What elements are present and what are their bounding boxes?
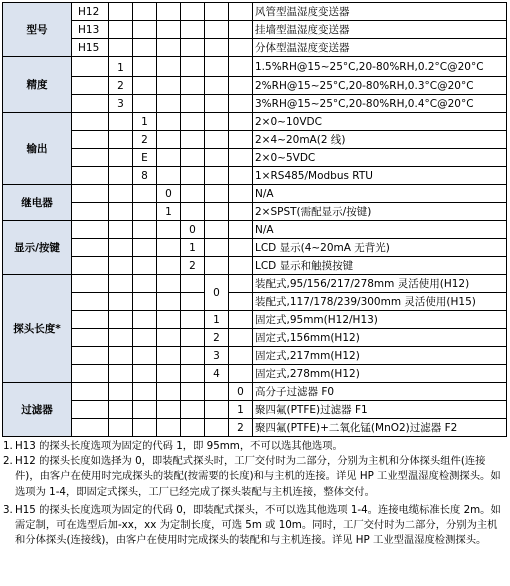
note-item [3, 503, 507, 549]
code-cell: 2 [181, 257, 205, 275]
desc-cell: 高分子过滤器 F0 [253, 383, 507, 401]
desc-cell: 2×0~5VDC [253, 149, 507, 167]
table-row [3, 329, 507, 347]
desc-cell: 固定式,95mm(H12/H13) [253, 311, 507, 329]
table-row [3, 77, 507, 95]
table-row [3, 311, 507, 329]
table-row [3, 401, 507, 419]
code-cell: 2 [205, 329, 229, 347]
desc-cell: 固定式,278mm(H12) [253, 365, 507, 383]
note-item [3, 439, 507, 454]
desc-cell: 2×SPST(需配显示/按键) [253, 203, 507, 221]
table-row [3, 419, 507, 437]
section-label: 输出 [3, 113, 72, 185]
table-row [3, 3, 507, 21]
desc-cell: 风管型温湿度变送器 [253, 3, 507, 21]
note-number: 3. [3, 503, 13, 516]
desc-cell: 1.5%RH@15~25°C,20-80%RH,0.2°C@20°C [253, 57, 507, 77]
code-cell: H12 [72, 3, 109, 21]
section-label: 探头长度* [3, 275, 72, 383]
desc-cell: 分体型温湿度变送器 [253, 39, 507, 57]
code-cell: 1 [157, 203, 181, 221]
table-row [3, 21, 507, 39]
desc-cell: 聚四氟(PTFE)+二氧化锰(MnO2)过滤器 F2 [253, 419, 507, 437]
desc-cell: 挂墙型温湿度变送器 [253, 21, 507, 39]
notes-list [3, 439, 507, 548]
note-item [3, 454, 507, 500]
desc-cell: 装配式,117/178/239/300mm 灵活使用(H15) [253, 293, 507, 311]
table-row [3, 221, 507, 239]
section-label: 精度 [3, 57, 72, 113]
code-cell: 1 [133, 113, 157, 131]
desc-cell: N/A [253, 221, 507, 239]
table-row [3, 203, 507, 221]
code-cell: 1 [205, 311, 229, 329]
desc-cell: 固定式,156mm(H12) [253, 329, 507, 347]
desc-cell: LCD 显示和触摸按键 [253, 257, 507, 275]
note-text: H13 的探头长度选项为固定的代码 1，即 95mm，不可以选其他选项。 [15, 440, 343, 452]
code-cell: 3 [109, 95, 133, 113]
section-label: 继电器 [3, 185, 72, 221]
desc-cell: 2%RH@15~25°C,20-80%RH,0.3°C@20°C [253, 77, 507, 95]
note-text: H15 的探头长度选项为固定的代码 0，即装配式探头，不可以选其他选项 1-4。连接电缆标准长度 2m。如需定制，可在选型后加-xx，xx 为定制长度，可选 5m 或 10m。同时，工厂交付时为二部分，分别为主机和分体探头(连接线)，由客户在使用时完成探头的装配和与主机连接。详见 HP 工业型温湿度检测探头。 [15, 503, 501, 547]
code-cell: 4 [205, 365, 229, 383]
table-row [3, 149, 507, 167]
table-row [3, 95, 507, 113]
code-cell: 8 [133, 167, 157, 185]
code-cell: 0 [157, 185, 181, 203]
desc-cell: 2×4~20mA(2 线) [253, 131, 507, 149]
table-row [3, 167, 507, 185]
table-row [3, 57, 507, 77]
table-row [3, 257, 507, 275]
table-row [3, 131, 507, 149]
desc-cell: 固定式,217mm(H12) [253, 347, 507, 365]
desc-cell: N/A [253, 185, 507, 203]
table-row [3, 275, 507, 293]
table-row [3, 113, 507, 131]
spec-table-wrapper [2, 2, 507, 437]
code-cell: 0 [205, 275, 229, 311]
code-cell: 1 [181, 239, 205, 257]
section-label: 型号 [3, 3, 72, 57]
table-row [3, 383, 507, 401]
desc-cell: LCD 显示(4~20mA 无背光) [253, 239, 507, 257]
note-text: H12 的探头长度如选择为 0，即装配式探头时，工厂交付时为二部分，分别为主机和分体探头组件(连接件)，由客户在使用时完成探头的装配(按需要的长度)和与主机的连接。详见 HP 工业型温湿度检测探头。如选项为 1-4，即固定式探头，工厂已经完成了探头装配与主机连接，整体交付。 [15, 455, 501, 498]
table-row [3, 185, 507, 203]
table-row [3, 39, 507, 57]
desc-cell: 聚四氟(PTFE)过滤器 F1 [253, 401, 507, 419]
section-label: 显示/按键 [3, 221, 72, 275]
section-label: 过滤器 [3, 383, 72, 437]
spec-table [2, 2, 507, 437]
code-cell: 1 [229, 401, 253, 419]
table-row [3, 293, 507, 311]
code-cell: 2 [109, 77, 133, 95]
code-cell: 3 [205, 347, 229, 365]
note-number: 2. [3, 455, 13, 468]
table-row [3, 239, 507, 257]
code-cell: 2 [229, 419, 253, 437]
code-cell: H13 [72, 21, 109, 39]
desc-cell: 2×0~10VDC [253, 113, 507, 131]
note-number: 1. [3, 440, 13, 452]
desc-cell: 装配式,95/156/217/278mm 灵活使用(H12) [253, 275, 507, 293]
code-cell: 2 [133, 131, 157, 149]
table-row [3, 365, 507, 383]
code-cell: 0 [181, 221, 205, 239]
table-row [3, 347, 507, 365]
code-cell: 0 [229, 383, 253, 401]
desc-cell: 1×RS485/Modbus RTU [253, 167, 507, 185]
code-cell: E [133, 149, 157, 167]
code-cell: H15 [72, 39, 109, 57]
code-cell: 1 [109, 57, 133, 77]
desc-cell: 3%RH@15~25°C,20-80%RH,0.4°C@20°C [253, 95, 507, 113]
